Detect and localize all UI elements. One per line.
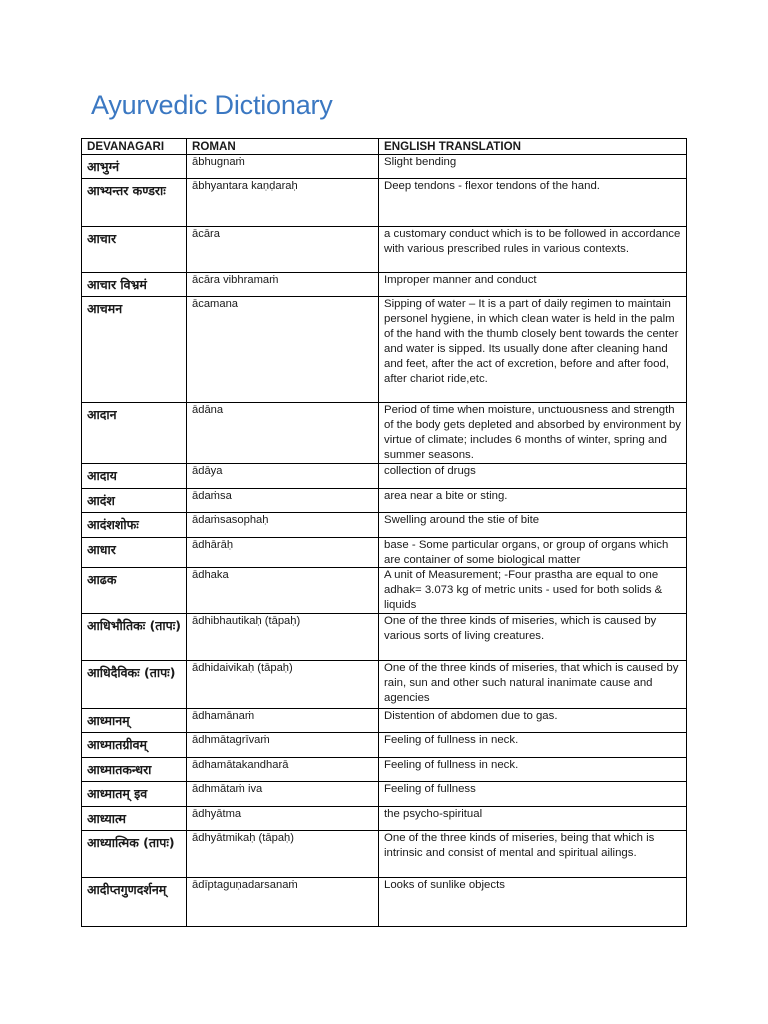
roman-cell: ābhyantara kaṇḍaraḥ bbox=[187, 179, 379, 227]
roman-cell: ādhārāḥ bbox=[187, 537, 379, 568]
english-translation-cell: Looks of sunlike objects bbox=[379, 878, 687, 927]
header-roman: ROMAN bbox=[187, 139, 379, 155]
roman-cell: ādhibhautikaḥ (tāpaḥ) bbox=[187, 614, 379, 661]
devanagari-cell: आचार bbox=[82, 227, 187, 273]
devanagari-cell: आध्मातम् इव bbox=[82, 782, 187, 807]
table-row bbox=[82, 179, 687, 227]
table-row bbox=[82, 709, 687, 733]
english-translation-cell: area near a bite or sting. bbox=[379, 488, 687, 512]
devanagari-cell: आधार bbox=[82, 537, 187, 568]
table-row bbox=[82, 831, 687, 878]
english-translation-cell: Slight bending bbox=[379, 155, 687, 179]
page-title: Ayurvedic Dictionary bbox=[91, 90, 333, 120]
roman-cell: ādīptaguṇadarsanaṁ bbox=[187, 878, 379, 927]
english-translation-cell: Swelling around the stie of bite bbox=[379, 512, 687, 537]
roman-cell: ādhmātagrīvaṁ bbox=[187, 733, 379, 758]
devanagari-cell: आदाय bbox=[82, 463, 187, 488]
table-row bbox=[82, 661, 687, 709]
header-english-translation: ENGLISH TRANSLATION bbox=[379, 139, 687, 155]
english-translation-cell: One of the three kinds of miseries, which is caused by various sorts of living creatures. bbox=[379, 614, 687, 661]
english-translation-cell: Feeling of fullness bbox=[379, 782, 687, 807]
table-row bbox=[82, 878, 687, 927]
english-translation-cell: the psycho-spiritual bbox=[379, 807, 687, 831]
devanagari-cell: आधिभौतिकः (तापः) bbox=[82, 614, 187, 661]
english-translation-cell: One of the three kinds of miseries, being that which is intrinsic and consist of mental and spiritual ailings. bbox=[379, 831, 687, 878]
roman-cell: ādāya bbox=[187, 463, 379, 488]
devanagari-cell: आदंश bbox=[82, 488, 187, 512]
devanagari-cell: आचमन bbox=[82, 297, 187, 403]
table-row bbox=[82, 537, 687, 568]
dictionary-table bbox=[81, 138, 687, 927]
english-translation-cell: Period of time when moisture, unctuousness and strength of the body gets depleted and absorbed by environment by virtue of climate; includes 6 months of winter, spring and summer seasons. bbox=[379, 403, 687, 464]
devanagari-cell: आध्यात्म bbox=[82, 807, 187, 831]
devanagari-cell: आधिदैविकः (तापः) bbox=[82, 661, 187, 709]
english-translation-cell: Distention of abdomen due to gas. bbox=[379, 709, 687, 733]
roman-cell: ācamana bbox=[187, 297, 379, 403]
roman-cell: ādhyātmikaḥ (tāpaḥ) bbox=[187, 831, 379, 878]
roman-cell: ādaṁsasophaḥ bbox=[187, 512, 379, 537]
table-row bbox=[82, 758, 687, 782]
english-translation-cell: Feeling of fullness in neck. bbox=[379, 733, 687, 758]
devanagari-cell: आदीप्तगुणदर्शनम् bbox=[82, 878, 187, 927]
roman-cell: ācāra vibhramaṁ bbox=[187, 273, 379, 297]
english-translation-cell: One of the three kinds of miseries, that which is caused by rain, sun and other such natural inanimate cause and agencies bbox=[379, 661, 687, 709]
table-body bbox=[82, 155, 687, 927]
table-row bbox=[82, 733, 687, 758]
table-row bbox=[82, 273, 687, 297]
roman-cell: ācāra bbox=[187, 227, 379, 273]
devanagari-cell: आध्मानम् bbox=[82, 709, 187, 733]
english-translation-cell: a customary conduct which is to be followed in accordance with various prescribed rules in various contexts. bbox=[379, 227, 687, 273]
table-row bbox=[82, 297, 687, 403]
roman-cell: ādhyātma bbox=[187, 807, 379, 831]
header-devanagari: DEVANAGARI bbox=[82, 139, 187, 155]
devanagari-cell: आध्मातकन्धरा bbox=[82, 758, 187, 782]
roman-cell: ādhamānaṁ bbox=[187, 709, 379, 733]
table-header-row bbox=[82, 139, 687, 155]
roman-cell: ābhugnaṁ bbox=[187, 155, 379, 179]
english-translation-cell: Deep tendons - flexor tendons of the hand. bbox=[379, 179, 687, 227]
devanagari-cell: आभ्यन्तर कण्डराः bbox=[82, 179, 187, 227]
english-translation-cell: Improper manner and conduct bbox=[379, 273, 687, 297]
table-row bbox=[82, 512, 687, 537]
devanagari-cell: आचार विभ्रमं bbox=[82, 273, 187, 297]
roman-cell: ādhamātakandharā bbox=[187, 758, 379, 782]
table-row bbox=[82, 403, 687, 464]
devanagari-cell: आभुग्नं bbox=[82, 155, 187, 179]
devanagari-cell: आदान bbox=[82, 403, 187, 464]
table-row bbox=[82, 227, 687, 273]
english-translation-cell: base - Some particular organs, or group of organs which are container of some biological matter bbox=[379, 537, 687, 568]
table-row bbox=[82, 463, 687, 488]
roman-cell: ādāna bbox=[187, 403, 379, 464]
roman-cell: ādhidaivikaḥ (tāpaḥ) bbox=[187, 661, 379, 709]
english-translation-cell: Feeling of fullness in neck. bbox=[379, 758, 687, 782]
english-translation-cell: A unit of Measurement; -Four prastha are equal to one adhak= 3.073 kg of metric units - used for both solids & liquids bbox=[379, 568, 687, 614]
roman-cell: ādhmātaṁ iva bbox=[187, 782, 379, 807]
roman-cell: ādaṁsa bbox=[187, 488, 379, 512]
table-row bbox=[82, 488, 687, 512]
table-row bbox=[82, 614, 687, 661]
devanagari-cell: आध्यात्मिक (तापः) bbox=[82, 831, 187, 878]
table-row bbox=[82, 807, 687, 831]
devanagari-cell: आदंशशोफः bbox=[82, 512, 187, 537]
table-row bbox=[82, 568, 687, 614]
table-row bbox=[82, 155, 687, 179]
table-row bbox=[82, 782, 687, 807]
devanagari-cell: आढक bbox=[82, 568, 187, 614]
devanagari-cell: आध्मातग्रीवम् bbox=[82, 733, 187, 758]
english-translation-cell: Sipping of water – It is a part of daily regimen to maintain personel hygiene, in which clean water is held in the palm of the hand with the thumb closely bent towards the center and water is sipped. Its usually done after cleaning hand and feet, after the act of excretion, before and after food, after chariot ride,etc. bbox=[379, 297, 687, 403]
roman-cell: ādhaka bbox=[187, 568, 379, 614]
english-translation-cell: collection of drugs bbox=[379, 463, 687, 488]
